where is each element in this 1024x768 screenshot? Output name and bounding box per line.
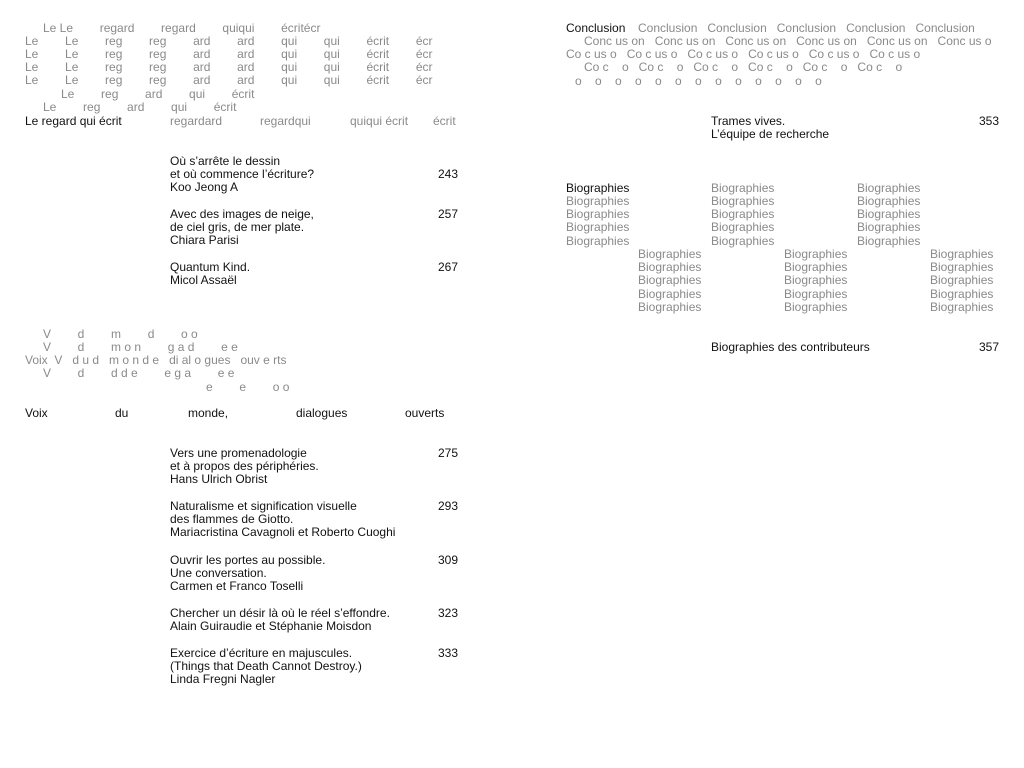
right-page bbox=[512, 0, 1024, 768]
page-number: 357 bbox=[978, 340, 999, 354]
pattern-word: Biographies bbox=[930, 247, 994, 261]
entry-title: Naturalisme et signification visuelle bbox=[170, 499, 357, 513]
toc-entry[interactable] bbox=[170, 155, 314, 194]
entry-title: Biographies des contributeurs bbox=[711, 340, 870, 354]
pattern-line: V d d d e e g a e e bbox=[43, 366, 235, 380]
page-number: 293 bbox=[437, 499, 458, 513]
pattern-word: Biographies bbox=[857, 234, 921, 248]
pattern-word: regardqui bbox=[260, 114, 311, 128]
pattern-word: Biographies bbox=[784, 247, 848, 261]
entry-title: Quantum Kind. bbox=[170, 260, 251, 274]
entry-title: (Things that Death Cannot Destroy.) bbox=[170, 659, 362, 673]
entry-author: Koo Jeong A bbox=[170, 180, 239, 194]
toc-entry[interactable] bbox=[711, 341, 870, 354]
entry-title: et à propos des périphéries. bbox=[170, 459, 319, 473]
pattern-word: Biographies bbox=[638, 300, 702, 314]
entry-author: Hans Ulrich Obrist bbox=[170, 472, 268, 486]
toc-entry[interactable] bbox=[170, 500, 395, 539]
section-title-word: Voix bbox=[25, 406, 48, 420]
entry-author: Chiara Parisi bbox=[170, 233, 239, 247]
pattern-line: Le reg ard qui écrit bbox=[61, 87, 255, 101]
pattern-word: quiqui écrit bbox=[350, 114, 409, 128]
pattern-word: Biographies bbox=[638, 247, 702, 261]
section-title: Conclusion bbox=[566, 21, 626, 35]
toc-entry[interactable] bbox=[711, 115, 829, 141]
entry-title: Avec des images de neige, bbox=[170, 207, 314, 221]
page-number: 333 bbox=[437, 646, 458, 660]
entry-author: Micol Assaël bbox=[170, 273, 237, 287]
pattern-word: Biographies bbox=[638, 260, 702, 274]
entry-author: L’équipe de recherche bbox=[711, 127, 830, 141]
section-title: Biographies bbox=[566, 181, 630, 195]
entry-title: des flammes de Giotto. bbox=[170, 512, 294, 526]
page-number: 243 bbox=[437, 167, 458, 181]
toc-entry[interactable] bbox=[170, 261, 250, 287]
pattern-word: Biographies bbox=[857, 207, 921, 221]
entry-title: Trames vives. bbox=[711, 114, 786, 128]
entry-author: Mariacristina Cavagnoli et Roberto Cuoghi bbox=[170, 525, 396, 539]
pattern-word: Biographies bbox=[784, 287, 848, 301]
pattern-word: Biographies bbox=[857, 181, 921, 195]
pattern-word: Biographies bbox=[638, 273, 702, 287]
pattern-word: Biographies bbox=[857, 220, 921, 234]
entry-author: Alain Guiraudie et Stéphanie Moisdon bbox=[170, 619, 372, 633]
page-number: 275 bbox=[437, 446, 458, 460]
pattern-line: o o o o o o o o o o o o o bbox=[575, 74, 822, 88]
pattern-word: Biographies bbox=[566, 234, 630, 248]
pattern-line: Le Le reg reg ard ard qui qui écrit écr bbox=[25, 34, 433, 48]
toc-entry[interactable] bbox=[170, 447, 319, 486]
pattern-word: écrit bbox=[433, 114, 456, 128]
pattern-word: Biographies bbox=[930, 273, 994, 287]
pattern-word: Biographies bbox=[566, 194, 630, 208]
pattern-word: Biographies bbox=[784, 300, 848, 314]
entry-title: de ciel gris, de mer plate. bbox=[170, 220, 305, 234]
toc-entry[interactable] bbox=[170, 554, 325, 593]
section-title-word: du bbox=[115, 406, 129, 420]
entry-title: Vers une promenadologie bbox=[170, 446, 307, 460]
entry-author: Linda Fregni Nagler bbox=[170, 672, 276, 686]
section-title-word: ouverts bbox=[405, 406, 445, 420]
pattern-word: Biographies bbox=[711, 194, 775, 208]
pattern-word: Biographies bbox=[784, 273, 848, 287]
pattern-line: Le Le reg reg ard ard qui qui écrit écr bbox=[25, 73, 433, 87]
pattern-line: Le Le reg reg ard ard qui qui écrit écr bbox=[25, 60, 433, 74]
pattern-word: Biographies bbox=[784, 260, 848, 274]
entry-author: Carmen et Franco Toselli bbox=[170, 579, 304, 593]
page-number: 257 bbox=[437, 207, 458, 221]
pattern-line: e e o o bbox=[206, 380, 290, 394]
page-number: 353 bbox=[978, 114, 999, 128]
pattern-word: Biographies bbox=[857, 194, 921, 208]
entry-title: Une conversation. bbox=[170, 566, 267, 580]
pattern-line: V d m o n g a d e e bbox=[43, 340, 238, 354]
pattern-line: V d m d o o bbox=[43, 327, 198, 341]
pattern-line: Co c us o Co c us o Co c us o Co c us o Co c us o Co c us o bbox=[566, 47, 921, 61]
pattern-word: Biographies bbox=[930, 300, 994, 314]
pattern-line: Le reg ard qui écrit bbox=[43, 100, 237, 114]
entry-title: Où s’arrête le dessin bbox=[170, 154, 281, 168]
toc-entry[interactable] bbox=[170, 208, 314, 247]
pattern-word: Biographies bbox=[930, 260, 994, 274]
page-number: 309 bbox=[437, 553, 458, 567]
section-title-word: monde, bbox=[188, 406, 229, 420]
pattern-word: Biographies bbox=[711, 234, 775, 248]
pattern-word: Biographies bbox=[566, 220, 630, 234]
entry-title: Exercice d’écriture en majuscules. bbox=[170, 646, 353, 660]
pattern-word: Biographies bbox=[930, 287, 994, 301]
pattern-word: Biographies bbox=[566, 207, 630, 221]
section-title-word: dialogues bbox=[296, 406, 348, 420]
pattern-line: Le Le regard regard quiqui écritécr bbox=[43, 21, 321, 35]
page-number: 323 bbox=[437, 606, 458, 620]
toc-entry[interactable] bbox=[170, 647, 362, 686]
toc-entry[interactable] bbox=[170, 607, 390, 633]
pattern-line: Co c o Co c o Co c o Co c o Co c o Co c o bbox=[584, 60, 903, 74]
pattern-word: Biographies bbox=[711, 220, 775, 234]
entry-title: Ouvrir les portes au possible. bbox=[170, 553, 326, 567]
pattern-line: Conc us on Conc us on Conc us on Conc us on Conc us on Conc us o bbox=[584, 34, 992, 48]
pattern-word: Biographies bbox=[638, 287, 702, 301]
pattern-word: regardard bbox=[170, 114, 223, 128]
section-title: Le regard qui écrit bbox=[25, 114, 122, 128]
pattern-line: Conclusion Conclusion Conclusion Conclusion Conclusion bbox=[638, 21, 975, 35]
page-number: 267 bbox=[437, 260, 458, 274]
pattern-line: Voix V d u d m o n d e di al o gues ouv e rts bbox=[25, 353, 287, 367]
entry-title: Chercher un désir là où le réel s’effondre. bbox=[170, 606, 390, 620]
pattern-word: Biographies bbox=[711, 181, 775, 195]
pattern-line: Le Le reg reg ard ard qui qui écrit écr bbox=[25, 47, 433, 61]
pattern-word: Biographies bbox=[711, 207, 775, 221]
entry-title: et où commence l’écriture? bbox=[170, 167, 315, 181]
